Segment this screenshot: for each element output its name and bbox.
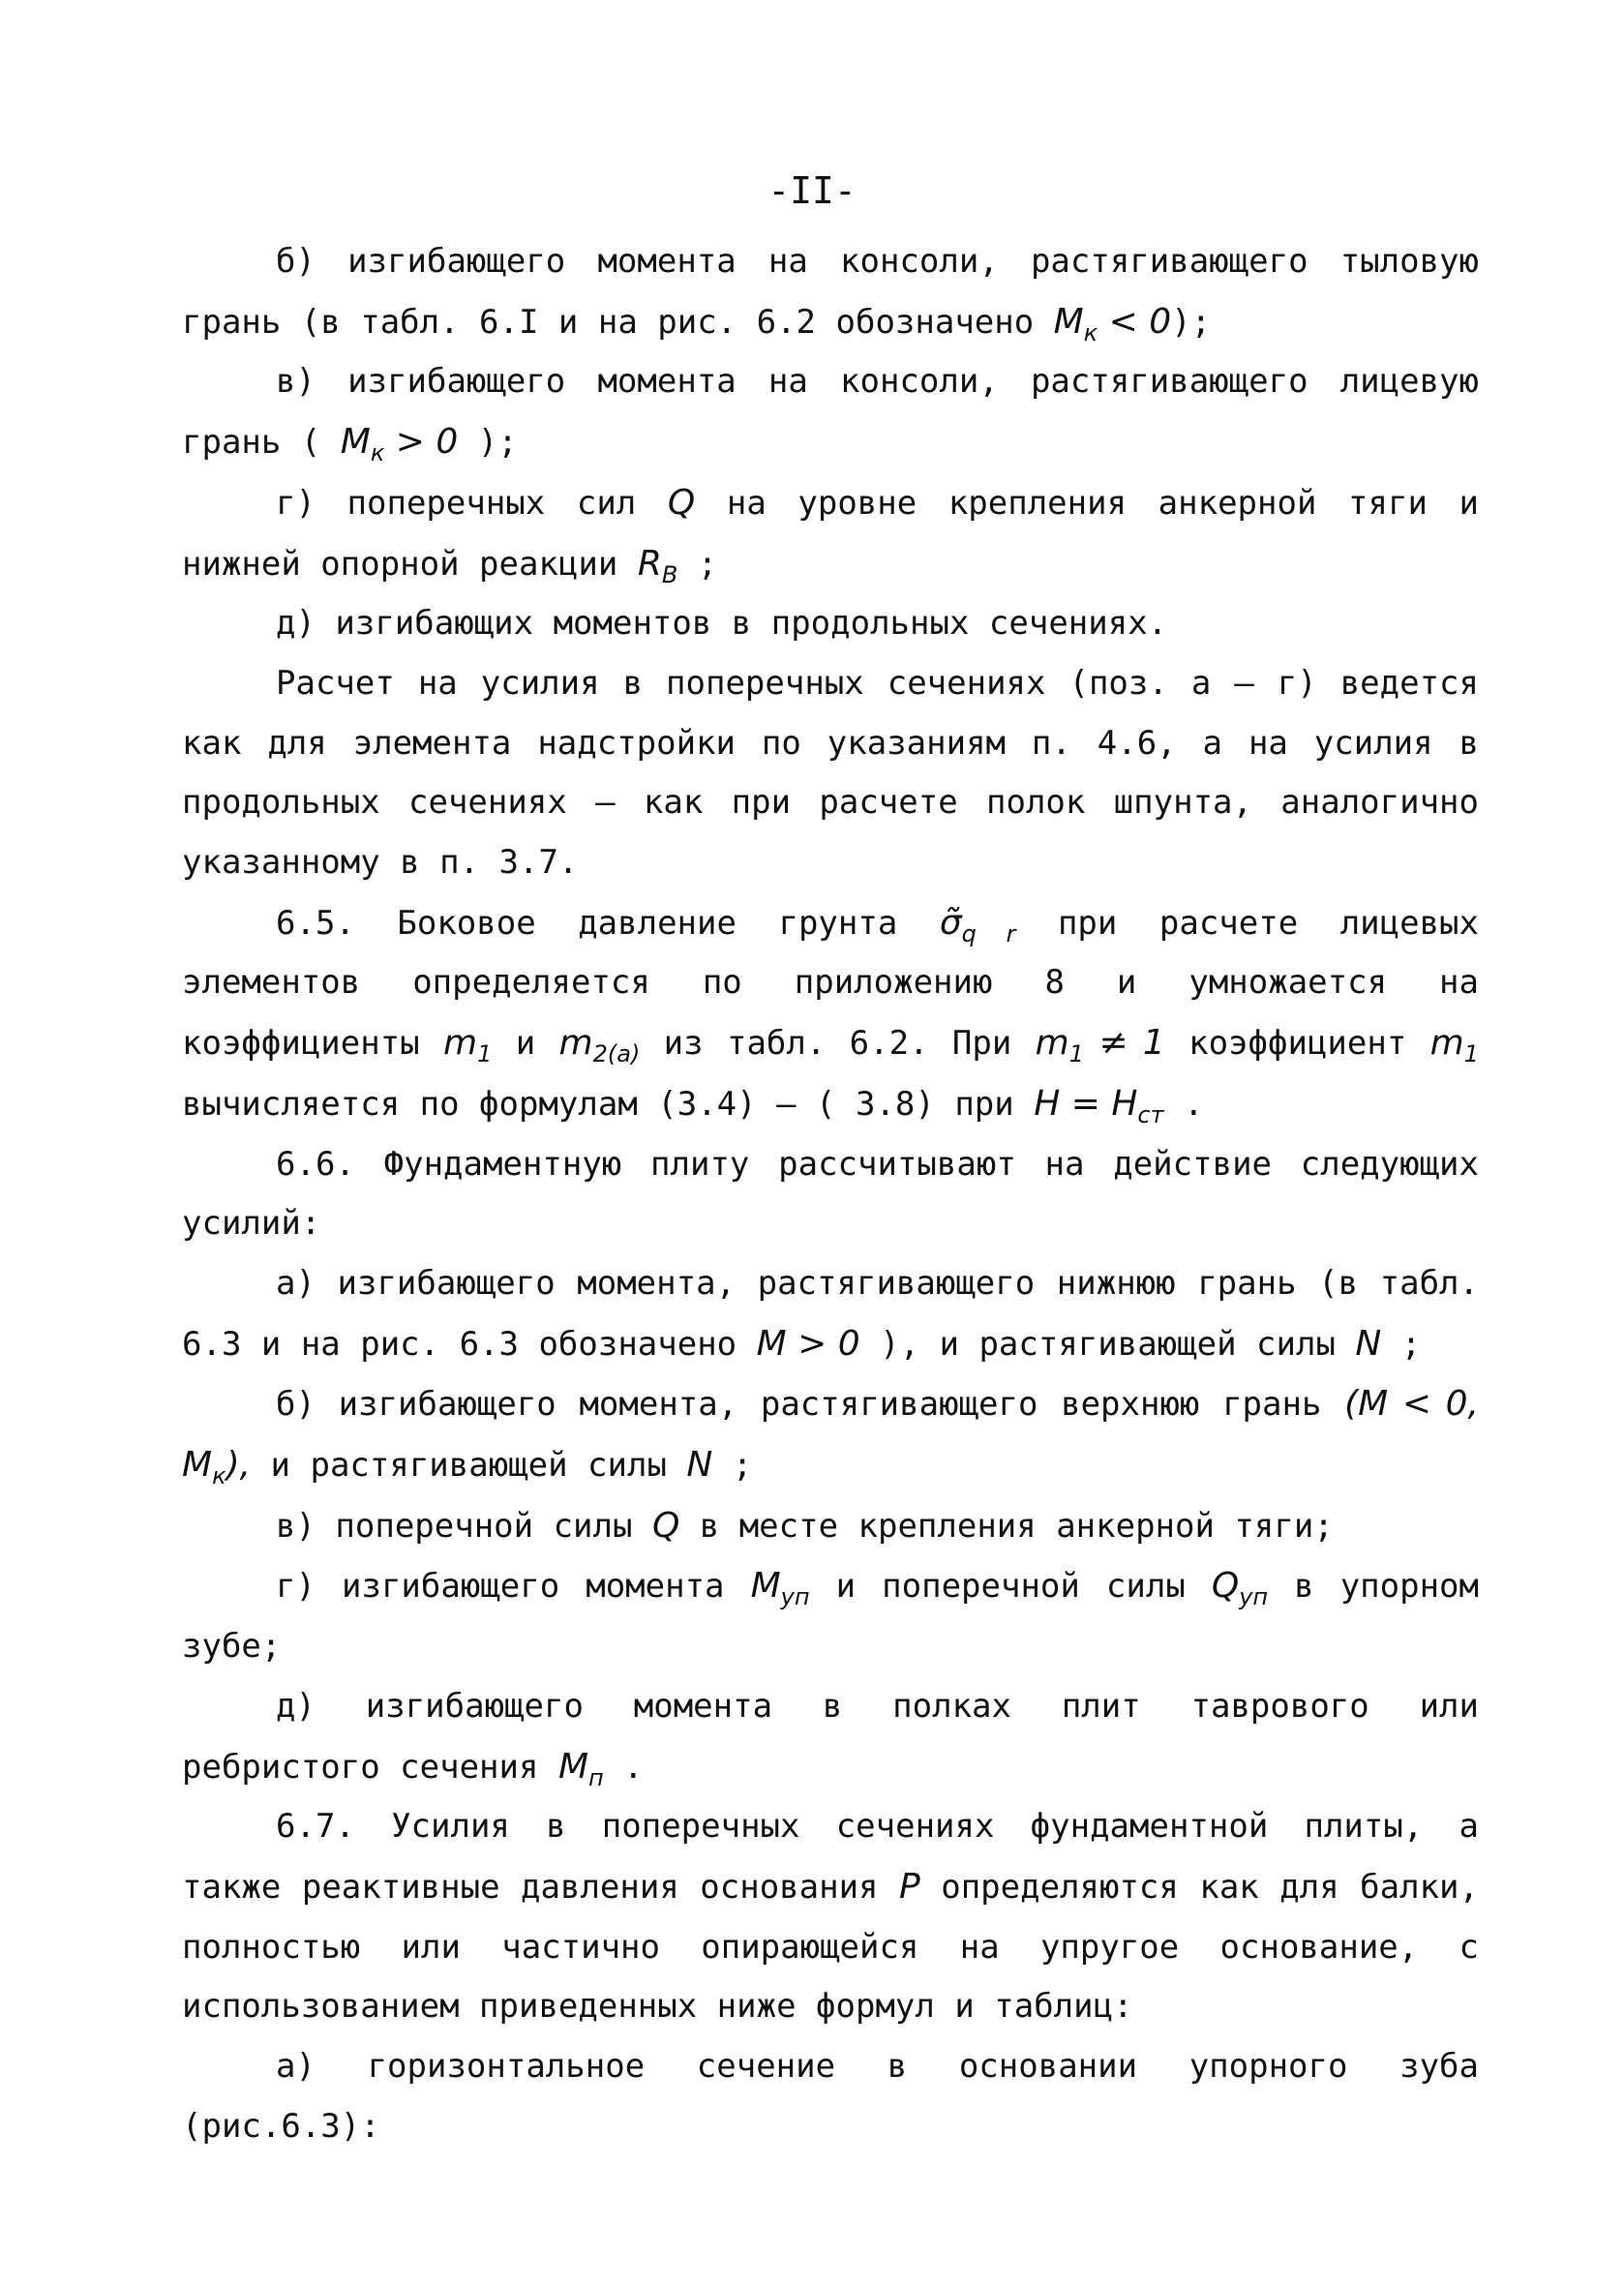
text-run: а) изгибающего момента, растягивающего нижнюю грань (в табл. 6.3 и на рис. 6.3 обозначено [182, 1263, 1479, 1364]
math-base: m [1035, 1023, 1069, 1064]
math-base: σ̃ [939, 902, 962, 943]
paragraph-d1 [182, 594, 1479, 654]
text-run: 6.6. Фундаментную плиту рассчитывают на действие следующих усилий: [182, 1144, 1479, 1244]
math-symbol [899, 1867, 920, 1907]
math-base: N [1355, 1323, 1382, 1364]
math-base: m [558, 1023, 593, 1064]
math-base: < 0 [1098, 301, 1172, 342]
text-run: 6.5. Боковое давление грунта [276, 903, 940, 943]
math-subscript: 1 [1068, 1040, 1085, 1068]
math-base: R [637, 543, 662, 584]
paragraph-p67 [182, 1797, 1479, 2037]
paragraph-a3 [182, 2037, 1479, 2156]
text-run: ; [1381, 1324, 1422, 1364]
math-symbol [652, 1506, 679, 1546]
math-base: Q [667, 482, 696, 523]
math-symbol [226, 1445, 252, 1485]
page-number: -II- [767, 169, 857, 212]
paragraph-d2 [182, 1677, 1479, 1797]
text-run: вычисляется по формулам (3.4) – ( 3.8) при [182, 1084, 1035, 1124]
text-run: и растягивающей силы [251, 1446, 687, 1486]
text-run: из табл. 6.2. При [640, 1024, 1036, 1064]
body-text [182, 232, 1479, 2157]
math-symbol [1084, 1023, 1165, 1063]
text-run: ); [1171, 302, 1212, 342]
math-symbol [1034, 1083, 1164, 1128]
math-subscript: уп [780, 1583, 810, 1611]
text-run: ; [677, 544, 718, 584]
text-run: коэффициент [1164, 1024, 1430, 1064]
math-symbol [558, 1023, 641, 1068]
paragraph-g1 [182, 473, 1479, 594]
text-run: д) изгибающих моментов в продольных сечениях. [276, 604, 1168, 644]
math-base: P [899, 1866, 920, 1907]
math-symbol [750, 1566, 810, 1611]
math-base: M > 0 [756, 1323, 860, 1364]
text-run: д) изгибающего момента в полках плит таврового или ребристого сечения [182, 1686, 1479, 1787]
text-run: при расчете лицевых элементов определяется по приложению 8 и умножается на коэффициенты [182, 903, 1479, 1064]
math-base: m [1429, 1023, 1464, 1064]
math-base: N [686, 1445, 713, 1486]
math-symbol [1211, 1566, 1269, 1611]
math-symbol [443, 1023, 493, 1068]
text-run: ), и растягивающей силы [859, 1324, 1356, 1364]
math-subscript: п [588, 1763, 604, 1791]
math-base: M [340, 422, 371, 463]
math-subscript: 2(a) [592, 1040, 641, 1068]
text-run: г) изгибающего момента [276, 1567, 751, 1607]
text-run: г) поперечных сил [276, 483, 668, 523]
text-run: в) поперечной силы [276, 1506, 652, 1546]
math-symbol [757, 1324, 860, 1364]
paragraph-a2 [182, 1254, 1479, 1374]
math-symbol [384, 422, 458, 462]
math-base: M [750, 1566, 781, 1607]
paragraph-g2 [182, 1556, 1479, 1676]
math-symbol [340, 422, 385, 467]
math-symbol [686, 1445, 712, 1485]
math-symbol [557, 1746, 604, 1791]
math-symbol [1053, 301, 1098, 346]
text-run: на уровне крепления анкерной тяги и нижней опорной реакции [182, 483, 1479, 584]
paragraph-v2 [182, 1496, 1479, 1557]
paragraph-p65 [182, 893, 1479, 1135]
paragraph-v1 [182, 352, 1479, 472]
math-subscript: к [370, 439, 385, 467]
paragraph-b2 [182, 1374, 1479, 1495]
text-run: Расчет на усилия в поперечных сечениях (поз. а – г) ведется как для элемента надстройки по указаниям п. 4.6, а на усилия в продольных сечениях – как при расчете полок шпунта, аналогично указанному в п. 3.7. [182, 663, 1479, 883]
math-base: ), [226, 1445, 252, 1486]
math-subscript: q r [961, 919, 1016, 947]
paragraph-calc [182, 654, 1479, 893]
paragraph-b1 [182, 232, 1479, 352]
math-subscript: 1 [477, 1040, 493, 1068]
math-subscript: уп [1239, 1583, 1269, 1611]
math-base: (M < 0, M [182, 1384, 1479, 1486]
paragraph-p66 [182, 1135, 1479, 1254]
math-subscript: к [212, 1462, 226, 1490]
text-run: ; [712, 1446, 753, 1486]
math-base: M [1053, 301, 1084, 342]
text-run: . [1163, 1084, 1204, 1124]
math-subscript: к [1083, 318, 1098, 346]
text-run: 6.7. Усилия в поперечных сечениях фундаментной плиты, а также реактивные давления основания [182, 1807, 1479, 1907]
text-run: ); [458, 423, 518, 463]
math-base: Q [651, 1505, 680, 1546]
math-symbol [1355, 1324, 1381, 1364]
text-run: в) изгибающего момента на консоли, растягивающего лицевую грань ( [182, 362, 1479, 463]
math-base: m [443, 1023, 478, 1064]
math-base: M [557, 1746, 588, 1787]
math-symbol [1429, 1023, 1479, 1068]
text-run: б) изгибающего момента, растягивающего верхнюю грань [276, 1385, 1345, 1425]
text-run: в месте крепления анкерной тяги; [679, 1506, 1334, 1546]
math-symbol [1098, 302, 1171, 342]
math-base: H = H [1034, 1083, 1138, 1124]
math-symbol [939, 902, 1016, 947]
text-run: б) изгибающего момента на консоли, растягивающего тыловую грань (в табл. 6.I и на рис. 6.2 обозначено [182, 242, 1479, 342]
math-symbol [1035, 1023, 1085, 1068]
math-symbol [637, 543, 678, 588]
text-run: и поперечной силы [809, 1567, 1212, 1607]
text-run: а) горизонтальное сечение в основании упорного зуба (рис.6.3): [182, 2047, 1479, 2146]
math-subscript: В [661, 560, 678, 588]
math-base: > 0 [384, 422, 459, 463]
text-run: определяются как для балки, полностью или частично опирающейся на упругое основание, с использованием приведенных ниже формул и таблиц: [182, 1867, 1479, 2027]
math-base: ≠ 1 [1084, 1023, 1165, 1064]
math-subscript: ст [1137, 1100, 1164, 1128]
text-run: в упорном зубе; [182, 1567, 1479, 1667]
text-run: и [492, 1024, 559, 1064]
math-subscript: 1 [1463, 1040, 1479, 1068]
text-run: . [603, 1747, 644, 1787]
math-base: Q [1211, 1566, 1240, 1607]
math-symbol [668, 483, 695, 523]
